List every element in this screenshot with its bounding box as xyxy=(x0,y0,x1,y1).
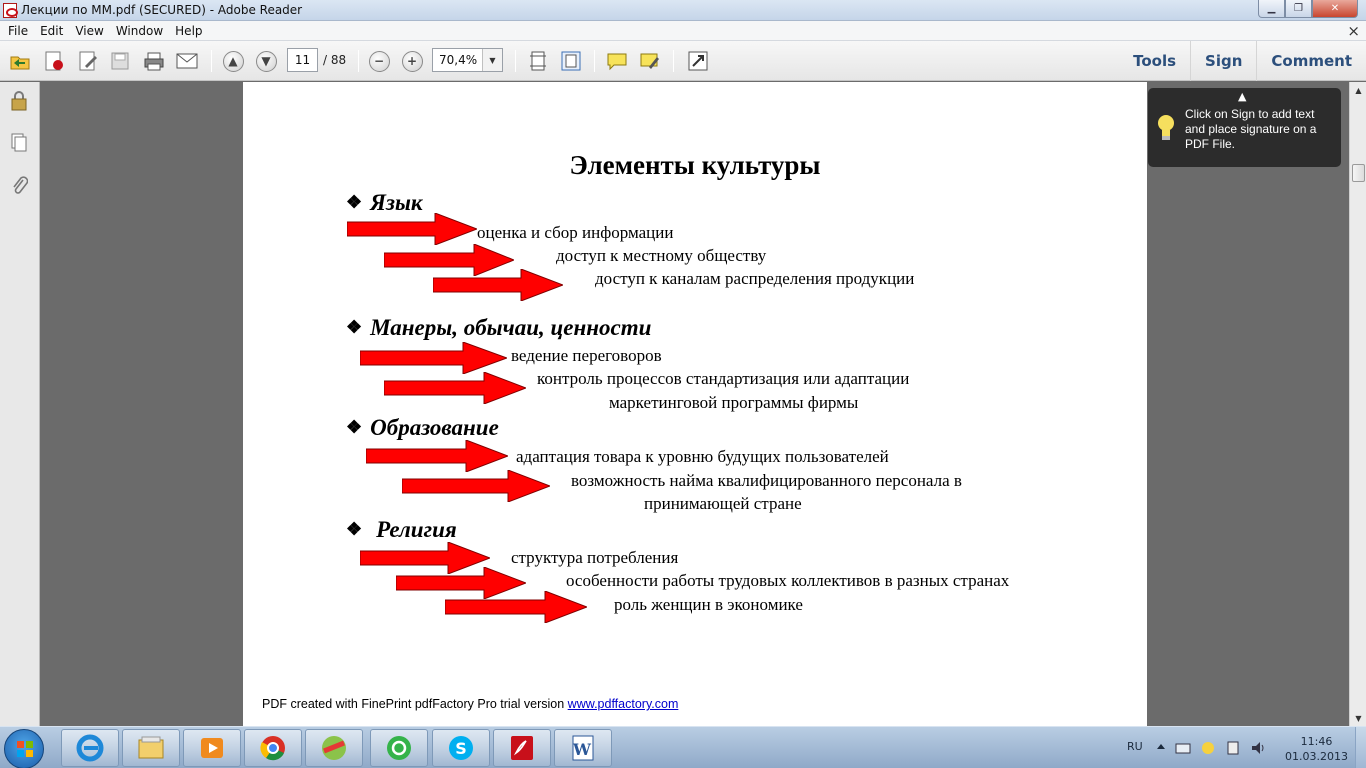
arrow-shape xyxy=(366,440,508,472)
navigation-pane xyxy=(0,82,40,726)
arrow-shape xyxy=(433,269,563,301)
show-hidden-icons-icon[interactable] xyxy=(1156,742,1166,752)
zoom-out-button[interactable] xyxy=(367,49,391,73)
zoom-in-button[interactable] xyxy=(400,49,424,73)
arrow-shape xyxy=(402,470,550,502)
internet-explorer-task[interactable] xyxy=(61,729,119,767)
arrow-shape xyxy=(347,213,477,245)
word-task[interactable] xyxy=(554,729,612,767)
network-icon[interactable] xyxy=(1175,740,1191,756)
list-item: ведение переговоров xyxy=(511,346,662,365)
menu-help[interactable]: Help xyxy=(175,23,203,38)
mail-agent-task[interactable] xyxy=(370,729,428,767)
clock-date: 01.03.2013 xyxy=(1285,750,1348,763)
language-indicator[interactable]: RU xyxy=(1127,740,1143,753)
list-item: доступ к местному обществу xyxy=(556,246,767,265)
skype-icon xyxy=(446,733,476,763)
full-screen-icon[interactable] xyxy=(686,49,710,73)
email-icon[interactable] xyxy=(175,49,199,73)
menu-window[interactable]: Window xyxy=(115,23,164,38)
media-player-icon xyxy=(197,734,227,762)
svg-text:W: W xyxy=(573,740,591,759)
close-document-icon[interactable]: × xyxy=(1347,22,1360,40)
minus-icon: − xyxy=(369,51,390,72)
section-heading: ❖ Религия xyxy=(346,517,457,542)
diamond-bullet-icon: ❖ xyxy=(346,417,363,437)
clock[interactable] xyxy=(1285,734,1348,764)
window-title: Лекции по ММ.pdf (SECURED) - Adobe Reader xyxy=(21,3,303,17)
notification-icon[interactable] xyxy=(1200,740,1216,756)
create-pdf-icon[interactable] xyxy=(42,49,66,73)
diamond-bullet-icon: ❖ xyxy=(346,519,363,539)
skype-task[interactable] xyxy=(432,729,490,767)
previous-page-button[interactable] xyxy=(221,49,245,73)
adobe-reader-icon xyxy=(507,733,537,763)
taskbar xyxy=(0,726,1366,768)
plus-icon: + xyxy=(402,51,423,72)
vertical-scrollbar[interactable] xyxy=(1349,82,1366,726)
save-icon[interactable] xyxy=(108,49,132,73)
svg-text:S: S xyxy=(455,739,467,758)
restore-button[interactable]: ❐ xyxy=(1285,0,1312,18)
lightbulb-icon xyxy=(1157,114,1175,142)
menu-view[interactable]: View xyxy=(75,23,104,38)
arrow-shape xyxy=(360,342,507,374)
app-task[interactable] xyxy=(305,729,363,767)
list-item: принимающей стране xyxy=(644,494,802,513)
title-bar xyxy=(0,0,1366,21)
page-total: / 88 xyxy=(323,53,347,67)
list-item: маркетинговой программы фирмы xyxy=(609,393,859,412)
media-player-task[interactable] xyxy=(183,729,241,767)
sign-link[interactable]: Sign xyxy=(1190,41,1256,81)
list-item: структура потребления xyxy=(511,548,679,567)
next-page-button[interactable] xyxy=(254,49,278,73)
section-heading: ❖ Манеры, обычаи, ценности xyxy=(346,315,652,340)
action-center-icon[interactable] xyxy=(1225,740,1241,756)
section-heading: ❖ Язык xyxy=(346,190,423,215)
tools-link[interactable]: Tools xyxy=(1133,52,1177,70)
chevron-down-icon[interactable]: ▼ xyxy=(482,49,502,71)
fit-page-icon[interactable] xyxy=(559,49,583,73)
menu-bar xyxy=(0,21,1366,41)
close-button[interactable]: ✕ xyxy=(1312,0,1358,18)
panel-links xyxy=(1119,41,1366,81)
adobe-reader-task[interactable] xyxy=(493,729,551,767)
zoom-select[interactable] xyxy=(432,48,503,72)
open-icon[interactable] xyxy=(8,49,32,73)
list-item: оценка и сбор информации xyxy=(477,223,674,242)
print-icon[interactable] xyxy=(142,49,166,73)
edit-icon[interactable] xyxy=(76,49,100,73)
page-number-input[interactable]: 11 xyxy=(287,48,318,72)
arrow-shape xyxy=(384,372,526,404)
section-heading: ❖ Образование xyxy=(346,415,499,440)
minimize-button[interactable]: ▁ xyxy=(1258,0,1285,18)
folder-icon xyxy=(136,734,166,762)
zoom-value: 70,4% xyxy=(439,53,478,67)
menu-edit[interactable]: Edit xyxy=(40,23,64,38)
internet-explorer-icon xyxy=(75,733,105,763)
window-controls xyxy=(1258,0,1358,18)
comment-icon[interactable] xyxy=(605,49,629,73)
comment-link[interactable]: Comment xyxy=(1256,41,1366,81)
mail-agent-icon xyxy=(384,733,414,763)
list-item: контроль процессов стандартизация или адаптации xyxy=(537,369,910,388)
clock-time: 11:46 xyxy=(1300,735,1333,748)
attachments-icon[interactable] xyxy=(9,174,29,196)
scroll-down-icon[interactable]: ▼ xyxy=(1355,713,1362,723)
diamond-bullet-icon: ❖ xyxy=(346,192,363,212)
word-icon xyxy=(568,733,598,763)
slide-title: Элементы культуры xyxy=(569,150,821,180)
highlight-icon[interactable] xyxy=(638,49,662,73)
diamond-bullet-icon: ❖ xyxy=(346,317,363,337)
adobe-reader-icon xyxy=(3,3,17,18)
pdf-footer: PDF created with FinePrint pdfFactory Pro trial version www.pdffactory.com xyxy=(262,697,679,711)
show-desktop-button[interactable] xyxy=(1355,727,1366,768)
explorer-task[interactable] xyxy=(122,729,180,767)
start-button[interactable] xyxy=(4,729,44,768)
pages-icon[interactable] xyxy=(9,132,29,154)
menu-file[interactable]: File xyxy=(8,23,29,38)
chrome-icon xyxy=(258,733,288,763)
lock-icon[interactable] xyxy=(9,90,29,112)
scroll-thumb[interactable] xyxy=(1352,164,1365,182)
arrow-up-icon: ▲ xyxy=(223,51,244,72)
app-icon xyxy=(319,733,349,763)
scroll-up-icon[interactable]: ▲ xyxy=(1355,85,1362,95)
chrome-task[interactable] xyxy=(244,729,302,767)
scroll-mode-icon[interactable] xyxy=(526,49,550,73)
volume-icon[interactable] xyxy=(1250,740,1266,756)
list-item: особенности работы трудовых коллективов в разных странах xyxy=(566,571,1010,590)
list-item: доступ к каналам распределения продукции xyxy=(595,269,915,288)
list-item: адаптация товара к уровню будущих пользователей xyxy=(516,447,889,466)
tooltip-text: Click on Sign to add text and place signature on a PDF File. xyxy=(1185,107,1317,151)
arrow-down-icon: ▼ xyxy=(256,51,277,72)
windows-logo-icon xyxy=(5,730,45,768)
pdf-page xyxy=(243,82,1147,726)
list-item: возможность найма квалифицированного персонала в xyxy=(571,471,962,490)
arrow-shape xyxy=(445,591,587,623)
chevron-up-icon[interactable]: ▲ xyxy=(1238,90,1247,103)
list-item: роль женщин в экономике xyxy=(614,595,803,614)
pdffactory-link[interactable]: www.pdffactory.com xyxy=(567,697,679,711)
sign-tooltip xyxy=(1148,88,1341,167)
